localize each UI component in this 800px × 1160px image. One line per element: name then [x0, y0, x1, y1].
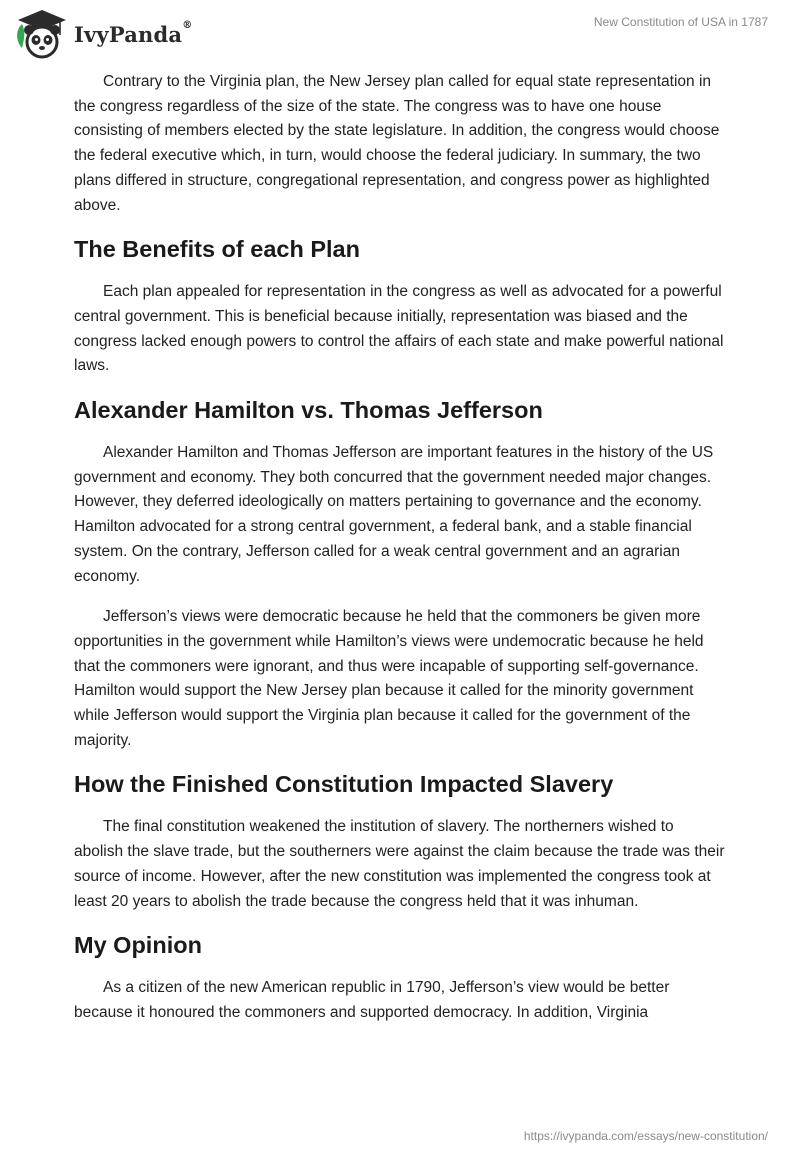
heading-slavery: How the Finished Constitution Impacted Slavery: [74, 771, 614, 798]
heading-opinion: My Opinion: [74, 932, 202, 959]
panda-graduate-icon: [14, 8, 70, 60]
paragraph-benefits: Each plan appealed for representation in the congress as well as advocated for a powerful central government. This is beneficial because initially, representation was biased and the congress lacked enough powers to control the affairs of each state and make powerful national laws.: [74, 283, 724, 375]
brand-logo[interactable]: [14, 8, 192, 60]
paragraph-opinion: As a citizen of the new American republic in 1790, Jefferson’s view would be better because it honoured the commoners and supported democracy. In addition, Virginia: [74, 979, 670, 1021]
essay-content: [74, 70, 726, 1042]
document-title: New Constitution of USA in 1787: [593, 15, 768, 29]
source-url[interactable]: https://ivypanda.com/essays/new-constitution/: [523, 1129, 768, 1143]
paragraph-hamilton-jefferson-2: Jefferson’s views were democratic because he held that the commoners be given more opportunities in the government while Hamilton’s views were undemocratic because he held that the commoners were ignorant, and thus were incapable of supporting self-governance. Hamilton would support the New Jersey plan because it called for the minority government while Jefferson would support the Virginia plan because it called for the government of the majority.: [74, 608, 704, 749]
brand-name: IvyPanda®: [74, 19, 193, 47]
heading-hamilton-jefferson: Alexander Hamilton vs. Thomas Jefferson: [74, 397, 543, 424]
registered-mark: ®: [182, 19, 193, 31]
paragraph-hamilton-jefferson-1: Alexander Hamilton and Thomas Jefferson are important features in the history of the US government and economy. They both concurred that the government needed major changes. However, they deferred ideologically on matters pertaining to governance and the economy. Hamilton advocated for a strong central government, a federal bank, and a stable financial system. On the contrary, Jefferson called for a weak central government and an agrarian economy.: [74, 444, 714, 585]
paragraph-slavery: The final constitution weakened the institution of slavery. The northerners wished to abolish the slave trade, but the southerners were against the claim because the trade was their source of income. However, after the new constitution was implemented the congress took at least 20 years to abolish the trade because the congress held that it was inhuman.: [74, 818, 725, 910]
intro-paragraph: Contrary to the Virginia plan, the New Jersey plan called for equal state representation in the congress regardless of the size of the state. The congress was to have one house consisting of members elected by the state legislature. In addition, the congress would choose the federal executive which, in turn, would choose the federal judiciary. In summary, the two plans differed in structure, congregational representation, and congress power as highlighted above.: [74, 73, 720, 214]
heading-benefits: The Benefits of each Plan: [74, 236, 360, 263]
